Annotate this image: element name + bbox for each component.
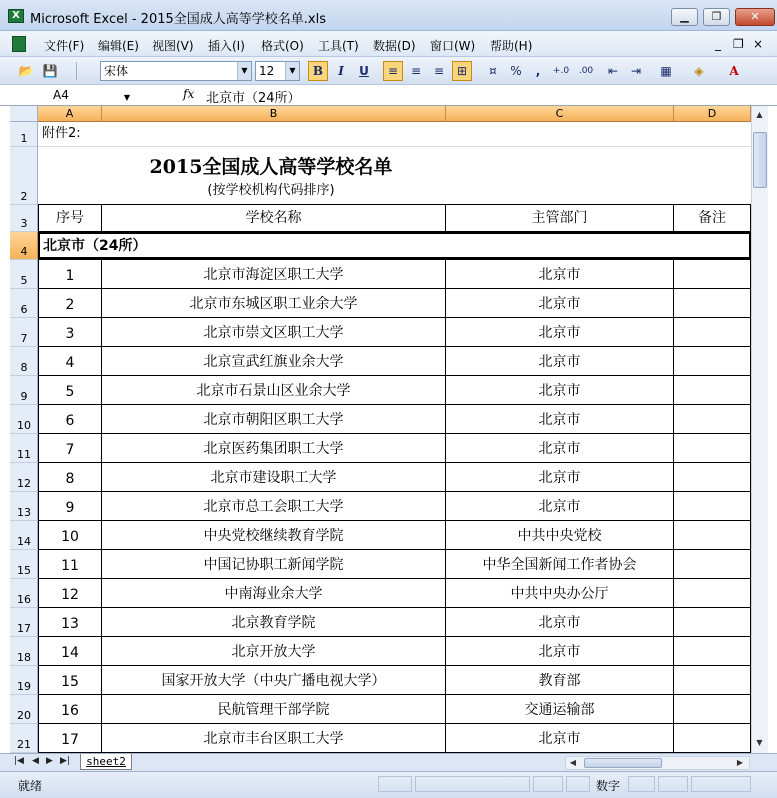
row-header[interactable] <box>10 492 38 521</box>
table-cell[interactable] <box>674 608 751 637</box>
table-cell[interactable] <box>38 347 102 376</box>
open-icon[interactable]: 📂 <box>18 64 34 78</box>
align-left-icon[interactable]: ≡ <box>383 61 403 81</box>
next-sheet-icon[interactable]: ▶ <box>46 756 53 766</box>
table-cell[interactable] <box>446 550 674 579</box>
table-cell[interactable] <box>38 463 102 492</box>
table-cell[interactable] <box>674 434 751 463</box>
cell-value: 北京市朝阳区职工大学 <box>203 412 344 428</box>
header-label: 学校名称 <box>245 210 302 226</box>
cell-value: 北京市 <box>538 354 581 370</box>
cell-value: 北京市 <box>538 296 581 312</box>
toolbar-separator <box>76 62 77 80</box>
row-number: 16 <box>17 593 31 606</box>
header-cell[interactable] <box>674 205 751 232</box>
header-label: 序号 <box>56 210 84 226</box>
cell-value: 中国记协职工新闻学院 <box>203 557 344 573</box>
column-header-a[interactable]: A <box>38 106 102 122</box>
fill-color-icon[interactable]: ◈ <box>694 64 704 78</box>
formula-bar <box>0 85 777 106</box>
table-cell[interactable] <box>674 318 751 347</box>
cell-value: 中央党校继续教育学院 <box>203 528 344 544</box>
table-cell[interactable] <box>674 666 751 695</box>
row-header[interactable] <box>10 579 38 608</box>
fx-icon[interactable]: fx <box>183 87 195 101</box>
row-header[interactable] <box>10 122 38 147</box>
cell-value: 13 <box>61 616 79 632</box>
table-cell[interactable] <box>674 463 751 492</box>
row-header[interactable] <box>10 405 38 434</box>
table-cell[interactable] <box>446 405 674 434</box>
table-cell[interactable] <box>38 492 102 521</box>
prev-sheet-icon[interactable]: ◀ <box>32 756 39 766</box>
save-icon[interactable]: 💾 <box>42 64 58 78</box>
cell-value: 北京市 <box>538 412 581 428</box>
table-cell[interactable] <box>674 521 751 550</box>
table-cell[interactable] <box>674 260 751 289</box>
header-cell[interactable] <box>38 205 102 232</box>
cell-value: 4 <box>65 355 75 371</box>
row-number: 7 <box>20 332 28 345</box>
table-cell[interactable] <box>38 666 102 695</box>
status-panel <box>533 776 563 792</box>
cell-value: 17 <box>61 732 79 748</box>
cell-value: 北京市 <box>538 499 581 515</box>
cell-value: 10 <box>61 529 79 545</box>
menu-file[interactable]: 文件(F) <box>44 39 85 53</box>
cell-value: 中共中央党校 <box>517 528 602 544</box>
menu-bar <box>0 31 777 57</box>
menu-tools[interactable]: 工具(T) <box>318 39 359 53</box>
row-number: 9 <box>20 390 28 403</box>
menu-format[interactable]: 格式(O) <box>261 39 304 53</box>
table-cell[interactable] <box>674 376 751 405</box>
table-cell[interactable] <box>38 550 102 579</box>
cell-value: 7 <box>65 442 75 458</box>
status-num: 数字 <box>596 779 621 793</box>
select-all-corner[interactable] <box>10 106 38 122</box>
cell-value: 北京市建设职工大学 <box>210 470 337 486</box>
cell-value: 北京宣武红旗业余大学 <box>203 354 344 370</box>
row-header[interactable] <box>10 376 38 405</box>
menu-window[interactable]: 窗口(W) <box>430 39 476 53</box>
sheet-tab-bar <box>0 753 777 771</box>
table-cell[interactable] <box>446 376 674 405</box>
table-cell[interactable] <box>446 463 674 492</box>
row-header[interactable] <box>10 205 38 232</box>
row-header[interactable] <box>10 232 38 260</box>
status-bar <box>0 771 777 798</box>
cell-value: 15 <box>61 674 79 690</box>
table-cell[interactable] <box>102 724 446 753</box>
last-sheet-icon[interactable]: ▶| <box>60 756 70 766</box>
table-cell[interactable] <box>38 376 102 405</box>
row-number: 13 <box>17 506 31 519</box>
restore-button[interactable]: ❐ <box>703 8 730 26</box>
font-name-value: 宋体 <box>104 64 129 78</box>
table-cell[interactable] <box>102 666 446 695</box>
table-cell[interactable] <box>446 724 674 753</box>
cell-value: 中共中央办公厅 <box>510 586 609 602</box>
close-button[interactable]: ✕ <box>735 8 775 26</box>
vertical-scrollbar[interactable] <box>751 106 768 753</box>
table-cell[interactable] <box>102 260 446 289</box>
status-panel <box>691 776 751 792</box>
cell-value: 北京市 <box>538 383 581 399</box>
status-ready: 就绪 <box>18 779 43 793</box>
menu-view[interactable]: 视图(V) <box>152 39 194 53</box>
table-cell[interactable] <box>674 579 751 608</box>
column-header-c[interactable]: C <box>446 106 674 122</box>
horizontal-scrollbar[interactable] <box>565 756 750 770</box>
row-number: 17 <box>17 622 31 635</box>
table-cell[interactable] <box>102 347 446 376</box>
header-label: 备注 <box>698 210 726 226</box>
decrease-decimal-button[interactable]: .00 <box>578 66 594 76</box>
table-cell[interactable] <box>102 376 446 405</box>
table-cell[interactable] <box>102 521 446 550</box>
cell-value: 民航管理干部学院 <box>217 702 330 718</box>
row-number: 10 <box>17 419 31 432</box>
title-bar <box>0 0 777 31</box>
row-number: 19 <box>17 680 31 693</box>
increase-indent-icon[interactable]: ⇥ <box>630 64 642 78</box>
table-cell[interactable] <box>38 405 102 434</box>
cell-value: 中南海业余大学 <box>224 586 323 602</box>
sheet-tab[interactable]: sheet2 <box>80 754 132 770</box>
table-cell[interactable] <box>38 608 102 637</box>
table-cell[interactable] <box>446 318 674 347</box>
cell-value: 8 <box>65 471 75 487</box>
status-panel <box>658 776 688 792</box>
table-cell[interactable] <box>38 289 102 318</box>
merge-center-icon[interactable]: ⊞ <box>452 61 472 81</box>
table-cell[interactable] <box>38 521 102 550</box>
cell-value: 14 <box>61 645 79 661</box>
header-cell[interactable] <box>446 205 674 232</box>
font-color-icon[interactable]: A <box>729 64 739 78</box>
comma-button[interactable]: , <box>535 64 541 78</box>
row-header[interactable] <box>10 637 38 666</box>
table-cell[interactable] <box>38 724 102 753</box>
status-panel <box>415 776 530 792</box>
table-cell[interactable] <box>102 608 446 637</box>
worksheet-grid[interactable] <box>10 106 751 753</box>
cell-value: 6 <box>65 413 75 429</box>
cell-value: 2 <box>65 297 75 313</box>
cell-value: 11 <box>61 558 79 574</box>
row-number: 6 <box>20 303 28 316</box>
header-cell[interactable] <box>102 205 446 232</box>
cell-value: 北京市 <box>538 441 581 457</box>
table-cell[interactable] <box>38 318 102 347</box>
table-cell[interactable] <box>102 550 446 579</box>
cell-value: 北京市海淀区职工大学 <box>203 267 344 283</box>
cell-value: 北京市 <box>538 470 581 486</box>
cell-value: 中华全国新闻工作者协会 <box>482 557 637 573</box>
align-right-icon[interactable]: ≡ <box>433 64 445 78</box>
vertical-scroll-thumb[interactable] <box>753 132 767 188</box>
table-cell[interactable] <box>102 463 446 492</box>
row-number: 12 <box>17 477 31 490</box>
cell-value: 北京市东城区职工业余大学 <box>189 296 358 312</box>
row-number: 5 <box>20 274 28 287</box>
row-header[interactable] <box>10 260 38 289</box>
table-cell[interactable] <box>102 695 446 724</box>
first-sheet-icon[interactable]: |◀ <box>14 756 24 766</box>
cell-value: 北京市总工会职工大学 <box>203 499 344 515</box>
table-cell[interactable] <box>102 579 446 608</box>
cell-value: 北京市 <box>538 325 581 341</box>
align-center-icon[interactable]: ≡ <box>410 64 422 78</box>
row-header[interactable] <box>10 724 38 753</box>
region-cell-selected[interactable]: 北京市（24所） <box>38 232 751 260</box>
table-cell[interactable] <box>102 434 446 463</box>
column-header-b[interactable]: B <box>102 106 446 122</box>
table-cell[interactable] <box>38 579 102 608</box>
row-header[interactable] <box>10 463 38 492</box>
menu-insert[interactable]: 插入(I) <box>208 39 245 53</box>
table-cell[interactable] <box>446 608 674 637</box>
increase-decimal-button[interactable]: +.0 <box>552 66 570 76</box>
row-number: 18 <box>17 651 31 664</box>
excel-icon: X <box>8 9 24 23</box>
cell-value: 3 <box>65 326 75 342</box>
percent-button[interactable]: % <box>510 64 522 78</box>
row-number: 2 <box>20 190 28 203</box>
cell-value: 北京市 <box>538 267 581 283</box>
scroll-right-icon[interactable]: ▶ <box>736 758 744 767</box>
cell-value: 16 <box>61 703 79 719</box>
formula-input[interactable]: 北京市（24所） <box>206 91 301 106</box>
cell-value: 北京市 <box>538 731 581 747</box>
cell-value: 北京市崇文区职工大学 <box>203 325 344 341</box>
cell-value: 北京开放大学 <box>231 644 316 660</box>
row-number: 14 <box>17 535 31 548</box>
row-header[interactable] <box>10 608 38 637</box>
table-cell[interactable] <box>38 637 102 666</box>
menu-help[interactable]: 帮助(H) <box>490 39 533 53</box>
cell-value: 5 <box>65 384 75 400</box>
bold-button[interactable]: B <box>308 61 328 81</box>
row-header[interactable] <box>10 695 38 724</box>
attachment-label[interactable]: 附件2: <box>38 122 751 147</box>
table-cell[interactable] <box>446 666 674 695</box>
table-cell[interactable] <box>674 637 751 666</box>
table-cell[interactable] <box>674 695 751 724</box>
table-cell[interactable] <box>446 637 674 666</box>
workbook-close-button[interactable]: × <box>753 37 764 51</box>
minimize-button[interactable]: ▁ <box>671 8 698 26</box>
table-cell[interactable] <box>38 434 102 463</box>
table-cell[interactable] <box>674 492 751 521</box>
row-header[interactable] <box>10 289 38 318</box>
table-cell[interactable] <box>38 695 102 724</box>
table-cell[interactable] <box>446 347 674 376</box>
cell-value: 12 <box>61 587 79 603</box>
cell-value: 国家开放大学（中央广播电视大学） <box>161 673 386 689</box>
table-cell[interactable] <box>446 260 674 289</box>
table-cell[interactable] <box>446 521 674 550</box>
column-header-d[interactable]: D <box>674 106 751 122</box>
cell-value: 北京市 <box>538 644 581 660</box>
name-box[interactable] <box>10 86 130 104</box>
window-title: Microsoft Excel - 2015全国成人高等学校名单.xls <box>30 12 326 27</box>
chevron-down-icon: ▼ <box>285 62 299 80</box>
table-cell[interactable] <box>102 289 446 318</box>
italic-button[interactable]: I <box>338 64 344 78</box>
scroll-left-icon[interactable]: ◀ <box>569 758 577 767</box>
workbook-icon <box>12 36 26 52</box>
font-size-value: 12 <box>259 64 275 78</box>
sheet-subtitle: (按学校机构代码排序) <box>207 183 335 198</box>
sheet-title: 2015全国成人高等学校名单 <box>149 156 393 178</box>
table-cell[interactable] <box>102 318 446 347</box>
cell-value: 北京教育学院 <box>231 615 316 631</box>
scroll-up-icon[interactable]: ▲ <box>756 110 763 119</box>
workbook-minimize-button[interactable]: _ <box>715 37 721 51</box>
chevron-down-icon: ▼ <box>123 93 130 102</box>
row-header[interactable] <box>10 147 38 205</box>
cell-value: 1 <box>65 268 75 284</box>
chevron-down-icon: ▼ <box>237 62 251 80</box>
row-header[interactable] <box>10 550 38 579</box>
header-label: 主管部门 <box>531 210 588 226</box>
table-cell[interactable] <box>102 637 446 666</box>
row-number: 1 <box>20 132 28 145</box>
menu-edit[interactable]: 编辑(E) <box>98 39 139 53</box>
table-cell[interactable] <box>446 492 674 521</box>
scroll-down-icon[interactable]: ▼ <box>756 738 763 747</box>
table-cell[interactable] <box>674 724 751 753</box>
table-cell[interactable] <box>446 579 674 608</box>
underline-button[interactable]: U <box>359 64 369 78</box>
row-number: 8 <box>20 361 28 374</box>
row-number: 20 <box>17 709 31 722</box>
row-header[interactable] <box>10 521 38 550</box>
row-header[interactable] <box>10 318 38 347</box>
menu-data[interactable]: 数据(D) <box>373 39 416 53</box>
row-number: 3 <box>20 217 28 230</box>
status-panel <box>378 776 412 792</box>
row-header[interactable] <box>10 434 38 463</box>
table-cell[interactable] <box>102 492 446 521</box>
row-number: 11 <box>17 448 31 461</box>
table-cell[interactable] <box>446 289 674 318</box>
cell-value: 北京市 <box>538 615 581 631</box>
row-header[interactable] <box>10 347 38 376</box>
table-cell[interactable] <box>446 434 674 463</box>
currency-icon[interactable]: ¤ <box>489 64 497 78</box>
table-cell[interactable] <box>38 260 102 289</box>
table-cell[interactable] <box>102 405 446 434</box>
horizontal-scroll-thumb[interactable] <box>584 758 662 768</box>
name-box-value: A4 <box>53 88 69 102</box>
cell-value: 北京市丰台区职工大学 <box>203 731 344 747</box>
workbook-restore-button[interactable]: ❐ <box>733 37 744 51</box>
table-cell[interactable] <box>674 347 751 376</box>
status-panel <box>628 776 655 792</box>
cell-value: 9 <box>65 500 75 516</box>
cell-value: 北京医药集团职工大学 <box>203 441 344 457</box>
table-cell[interactable] <box>674 289 751 318</box>
cell-value: 交通运输部 <box>524 702 595 718</box>
decrease-indent-icon[interactable]: ⇤ <box>607 64 619 78</box>
row-number: 21 <box>17 738 31 751</box>
font-name-select[interactable] <box>100 61 252 81</box>
borders-icon[interactable]: ▦ <box>660 64 672 78</box>
row-number: 4 <box>20 245 28 258</box>
cell-value: 北京市石景山区业余大学 <box>196 383 351 399</box>
cell-value: 教育部 <box>538 673 581 689</box>
table-cell[interactable] <box>674 550 751 579</box>
sheet-title-cell[interactable] <box>38 147 751 205</box>
table-cell[interactable] <box>446 695 674 724</box>
font-size-select[interactable] <box>255 61 300 81</box>
status-panel <box>566 776 590 792</box>
row-number: 15 <box>17 564 31 577</box>
formatting-toolbar <box>0 57 777 85</box>
row-header[interactable] <box>10 666 38 695</box>
table-cell[interactable] <box>674 405 751 434</box>
